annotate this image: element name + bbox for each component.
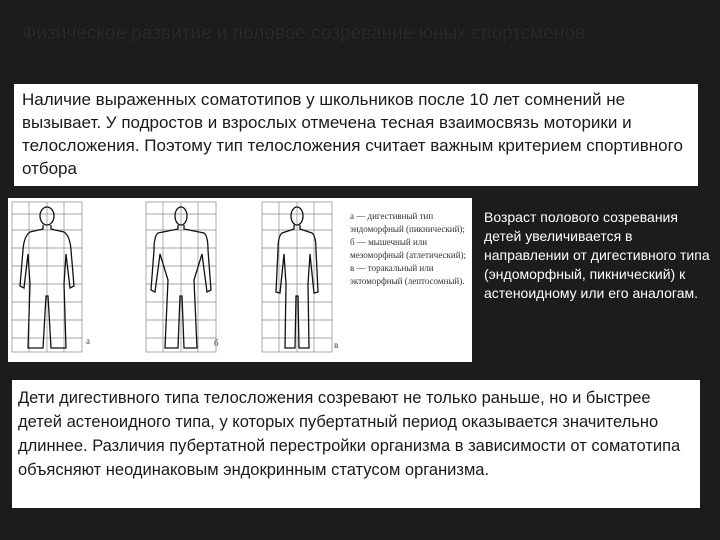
legend-item-a: а — дигестивный тип эндоморфный (пикнический); [350, 211, 465, 234]
slide-title: Физическое развитие и половое созревание юных спортсменов [22, 23, 586, 44]
figure-label-c: в [334, 340, 339, 350]
side-text: Возраст полового созревания детей увеличивается в направлении от дигестивного типа (эндоморфный, пикнический) к астеноидному или его аналогам. [484, 209, 710, 301]
somatotype-figure [8, 198, 472, 362]
figure-label-b: б [214, 338, 219, 348]
legend-item-b: б — мышечный или мезоморфный (атлетический); [350, 237, 467, 260]
figure-legend [350, 210, 468, 288]
legend-item-c: в — торакальный или эктоморфный (лептосомный). [350, 263, 465, 286]
intro-text: Наличие выраженных соматотипов у школьников после 10 лет сомнений не вызывает. У подростов и взрослых отмечена тесная взаимосвязь моторики и телосложения. Поэтому тип телосложения считает важным критерием спортивного отбора [22, 90, 683, 178]
bottom-text-box [12, 380, 700, 508]
intro-text-box [14, 84, 698, 186]
bottom-text: Дети дигестивного типа телосложения созревают не только раньше, но и быстрее детей астеноидного типа, у которых пубертатный период оказывается значительно длиннее. Различия пубертатной перестройки организма в зависимости от соматотипа объясняют неодинаковым эндокринным статусом организма. [18, 389, 681, 479]
figure-label-a: а [86, 336, 90, 346]
